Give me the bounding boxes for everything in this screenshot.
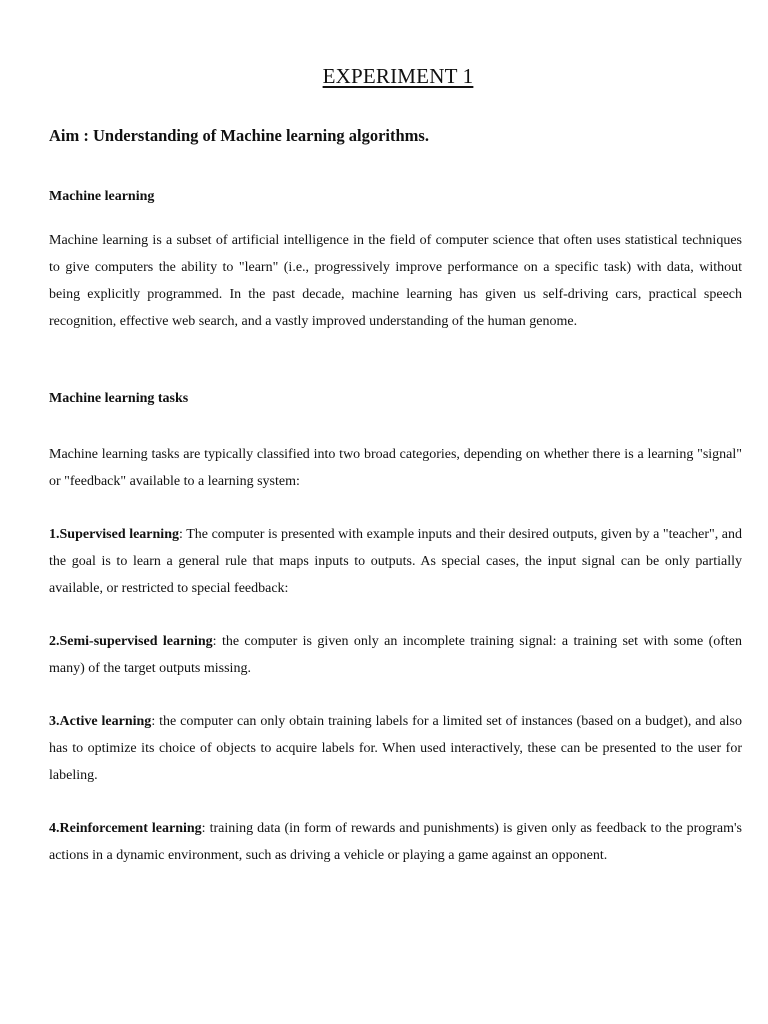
- task-term: 1.Supervised learning: [49, 527, 179, 542]
- paragraph-ml-tasks-intro: Machine learning tasks are typically classified into two broad categories, depending on whether there is a learning "signal" or "feedback" available to a learning system:: [49, 447, 742, 489]
- task-description: : The computer is presented with example inputs and their desired outputs, given by a "teacher", and the goal is to learn a general rule that maps inputs to outputs. As special cases, the input signal can be only partially available, or restricted to special feedback:: [49, 527, 743, 596]
- section-heading-machine-learning: Machine learning: [49, 189, 155, 204]
- task-item-active: [49, 708, 742, 789]
- aim-statement: Aim : Understanding of Machine learning algorithms.: [49, 126, 429, 145]
- task-description: : the computer can only obtain training labels for a limited set of instances (based on a budget), and also has to optimize its choice of objects to acquire labels for. When used interactively, these can be presented to the user for labeling.: [49, 714, 742, 783]
- task-item-semi-supervised: [49, 628, 742, 682]
- task-item-supervised: [49, 521, 742, 602]
- task-description: : the computer is given only an incomplete training signal: a training set with some (often many) of the target outputs missing.: [49, 634, 743, 676]
- task-item-reinforcement: [49, 815, 742, 869]
- task-term: 2.Semi-supervised learning: [49, 634, 213, 649]
- task-description: : training data (in form of rewards and punishments) is given only as feedback to the program's actions in a dynamic environment, such as driving a vehicle or playing a game against an opponent.: [49, 821, 742, 863]
- task-term: 3.Active learning: [49, 714, 152, 729]
- paragraph-machine-learning: Machine learning is a subset of artificial intelligence in the field of computer science that often uses statistical techniques to give computers the ability to "learn" (i.e., progressively improve performance on a specific task) with data, without being explicitly programmed. In the past decade, machine learning has given us self-driving cars, practical speech recognition, effective web search, and a vastly improved understanding of the human genome.: [49, 233, 742, 329]
- page-title: EXPERIMENT 1: [322, 64, 474, 88]
- task-term: 4.Reinforcement learning: [49, 821, 202, 836]
- section-heading-ml-tasks: Machine learning tasks: [49, 391, 189, 406]
